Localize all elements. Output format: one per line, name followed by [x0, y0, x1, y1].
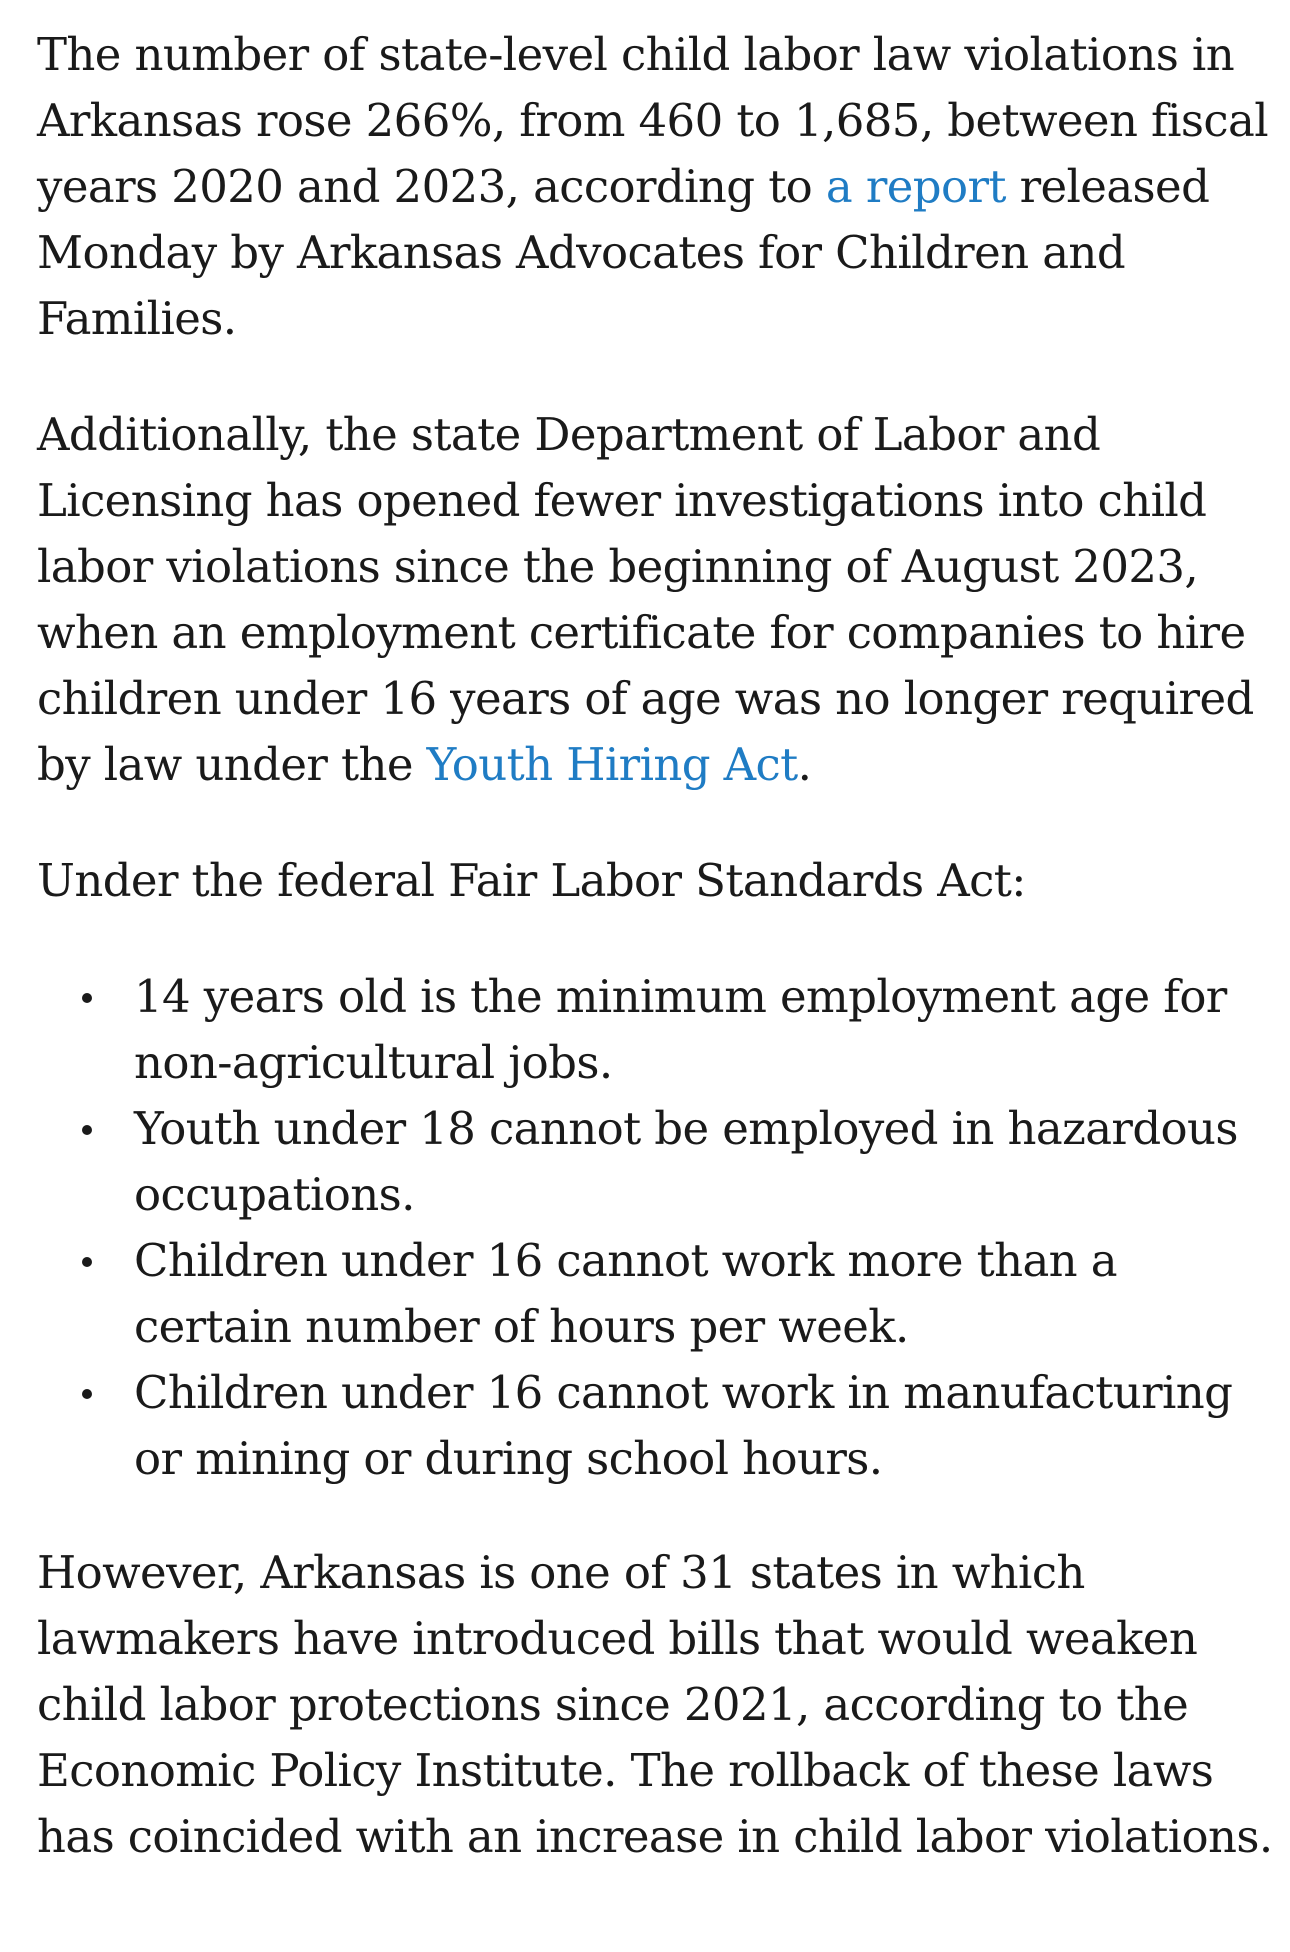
paragraph-text: released Monday by Arkansas Advocates for Children and Families. — [37, 160, 1210, 345]
paragraph-flsa-intro: Under the federal Fair Labor Standards Act: — [37, 854, 1026, 907]
list-item: 14 years old is the minimum employment age for non-agricultural jobs. — [134, 964, 1282, 1096]
paragraph-text: Additionally, the state Department of Labor and Licensing has opened fewer investigations into child labor violations since the beginning of August 2023, when an employment certificate for companies to hire children under 16 years of age was no longer required by law under the — [37, 408, 1254, 791]
paragraph-text: The number of state-level child labor law violations in Arkansas rose 266%, from 460 to 1,685, between fiscal years 2020 and 2023, according to — [37, 28, 1268, 213]
list-item: Children under 16 cannot work more than a certain number of hours per week. — [134, 1228, 1282, 1360]
paragraph-violations — [37, 22, 1282, 352]
paragraph-text: . — [797, 738, 812, 791]
flsa-bullet-list — [37, 964, 1282, 1492]
report-link[interactable]: a report — [825, 160, 1006, 213]
youth-hiring-act-link[interactable]: Youth Hiring Act — [426, 738, 798, 791]
paragraph-rollback: However, Arkansas is one of 31 states in which lawmakers have introduced bills that would weaken child labor protections since 2021, according to the Economic Policy Institute. The rollback of these laws has coincided with an increase in child labor violations. — [37, 1546, 1273, 1863]
list-item: Youth under 18 cannot be employed in hazardous occupations. — [134, 1096, 1282, 1228]
list-item: Children under 16 cannot work in manufacturing or mining or during school hours. — [134, 1360, 1282, 1492]
article-body — [37, 22, 1282, 1920]
paragraph-investigations — [37, 402, 1282, 798]
